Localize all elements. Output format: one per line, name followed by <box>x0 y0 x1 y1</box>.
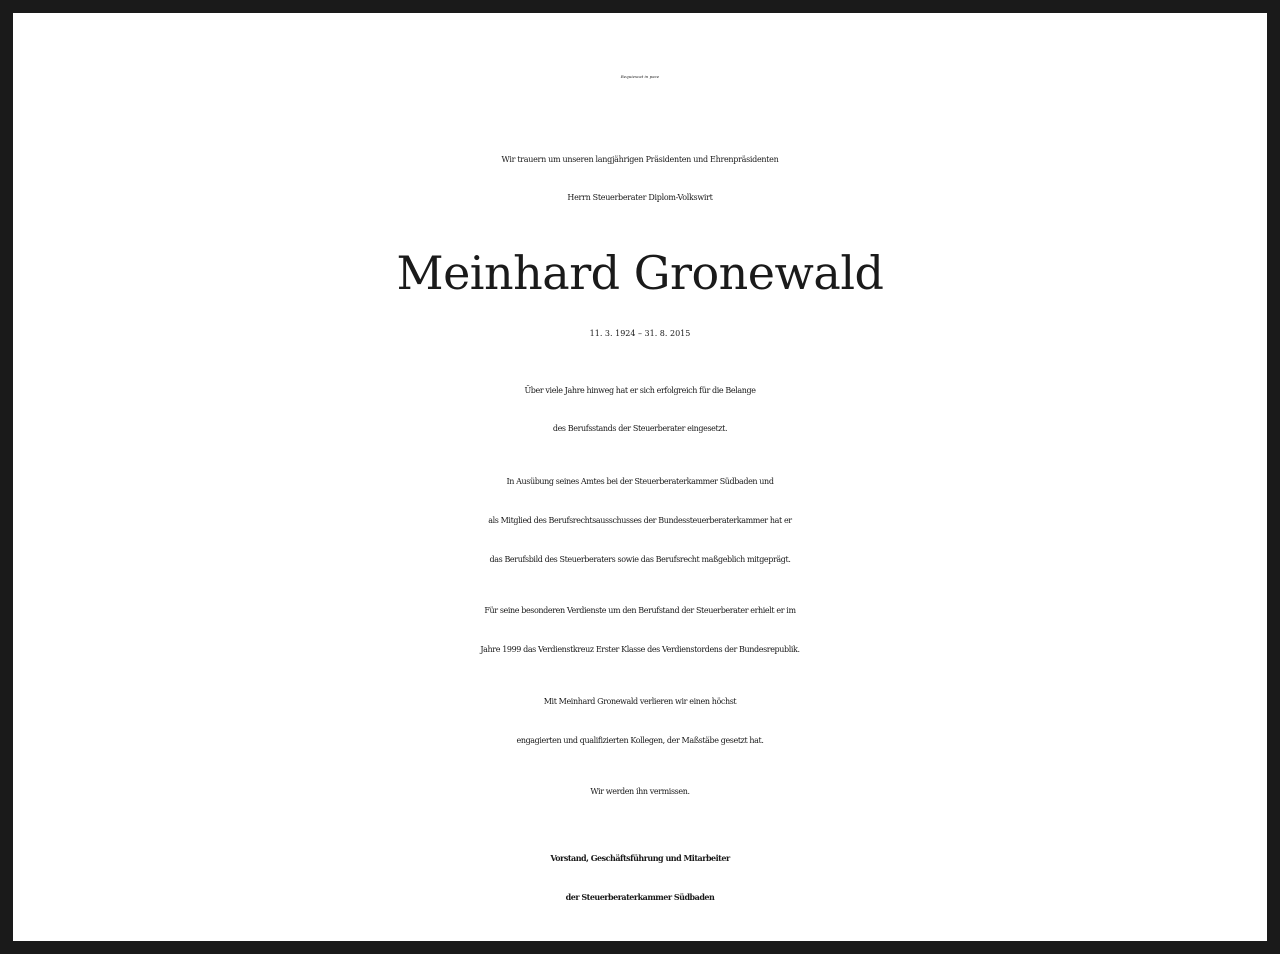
paragraph-3-line-2: Jahre 1999 das Verdienstkreuz Erster Klasse des Verdienstordens der Bundesrepublik. <box>480 645 800 654</box>
paragraph-2-line-2: als Mitglied des Berufsrechtsausschusses der Bundessteuerberaterkammer hat er <box>488 516 792 525</box>
paragraph-5-line-1: Wir werden ihn vermissen. <box>590 787 690 796</box>
paragraph-1-line-1: Über viele Jahre hinweg hat er sich erfolgreich für die Belange <box>524 386 756 395</box>
paragraph-3-line-1: Für seine besonderen Verdienste um den Berufstand der Steuerberater erhielt er im <box>484 606 796 615</box>
paragraph-4-line-1: Mit Meinhard Gronewald verlieren wir einen höchst <box>543 697 737 706</box>
intro-line-2: Herrn Steuerberater Diplom-Volkswirt <box>567 193 713 202</box>
paragraph-4-line-2: engagierten und qualifizierten Kollegen, der Maßstäbe gesetzt hat. <box>516 736 764 745</box>
signature-line-2: der Steuerberaterkammer Südbaden <box>565 892 715 902</box>
deceased-name: Meinhard Gronewald <box>396 246 884 300</box>
paragraph-2-line-1: In Ausübung seines Amtes bei der Steuerberaterkammer Südbaden und <box>506 477 774 486</box>
paragraph-1-line-2: des Berufsstands der Steuerberater eingesetzt. <box>552 424 728 433</box>
life-dates: 11. 3. 1924 – 31. 8. 2015 <box>589 329 691 338</box>
signature-line-1: Vorstand, Geschäftsführung und Mitarbeiter <box>550 853 730 863</box>
intro-line-1: Wir trauern um unseren langjährigen Präsidenten und Ehrenpräsidenten <box>501 155 779 164</box>
paragraph-2-line-3: das Berufsbild des Steuerberaters sowie das Berufsrecht maßgeblich mitgeprägt. <box>489 555 791 564</box>
motto: Requiescat in pace <box>620 74 660 79</box>
